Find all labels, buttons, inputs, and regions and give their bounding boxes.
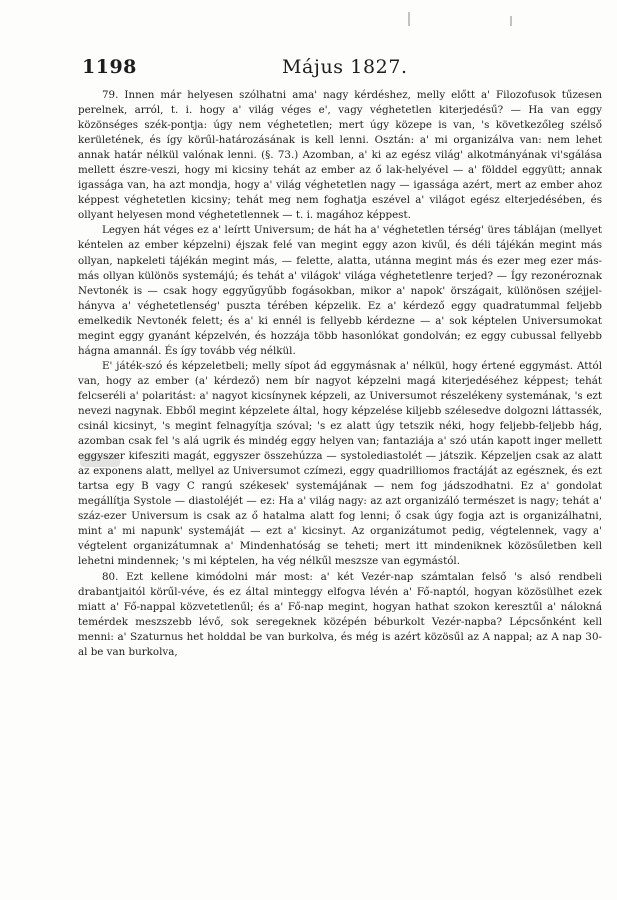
ink-blot [80, 455, 120, 467]
paragraph-80: 80. Ezt kellene kimódolni már most: a' két Vezér-nap számtalan felső 's alsó rendbeli drabantjaitól körűl-véve, és ez által minteggy elfogva lévén a' Fő-naptól, hogyan közösülhet ezek miatt a' Fő-nappal közvetetlenűl; és a' Fő-nap megint, hogyan hathat szokon keresztűl a' nálokná temérdek meszszebb lévő, sok seregeknek középén béburkolt Vezér-napba? Lépcsőnként kell menni: a' Szaturnus het holddal be van burkolva, és még is azért közösűl az A nappal; az A nap 30-al be van burkolva, [78, 570, 602, 658]
body-text [78, 88, 602, 660]
page-header [82, 56, 602, 80]
scan-mark [408, 12, 410, 26]
page-number: 1198 [82, 56, 137, 78]
paragraph-jatek-szo: E' játék-szó és képzeletbeli; melly sípot ád eggymásnak a' nélkül, hogy értené eggymást. Attól van, hogy az ember (a' kérdező) nem bír nagyot képzelni magá kiterjedéséhez képpest; tehát felcseréli a' polaritást: a' nagyot kicsínynek képzeli, az Universumot részelékeny systemának, 's ezt nevezi nagynak. Ebből megint képzelete által, hogy képzelése kiljebb szélesedve dolgozni láttassék, csinál kicsinyt, 's megint felnagyítja szóval; 's ez alatt úgy tetszik néki, hogy feljebb-feljebb hág, azomban csak fel 's alá ugrik és mindég eggy helyen van; fantaziája a' szó után kapott inger mellett eggyszer kifesziti magát, eggyszer összehúzza — systolediastolét — játszik. Képzeljen csak az alatt az exponens alatt, mellyel az Universumot czímezi, eggy quadrilliomos fractáját az egésznek, és ezt tartsa egy B vagy C rangú székesek' systemájának — nem fog jádszodhatni. Ez a' gondolat megállítja Systole — diastoléjét — ez: Ha a' világ nagy: az azt organizáló természet is nagy; tehát a' száz-ezer Universum is csak az ő hatalma alatt fog lenni; ő csak úgy fogja azt is organizálhatni, mint a' mi napunk' systemáját — ezt a' kicsinyt. Az organizátumot pedig, végtelennek, vagy a' végtelent organizátumnak a' Mindenhatóság se teheti; mert itt mindeniknek közösűletben kell lehetni mindennek; 's mi képtelen, ha vég nélkűl meszsze van egymástól. [78, 359, 602, 568]
scan-mark [510, 16, 512, 26]
paragraph-universum: Legyen hát véges ez a' leírtt Universum; de hát ha a' véghetetlen térség' üres táblájan (mellyet kéntelen az ember képzelni) éjszak felé van megint eggy azon kivűl, és déli tájékán megint más ollyan, napkeleti tájékán megint más, — felette, alatta, utánna megint más és ezer meg ezer más-más ollyan különös systemájú; és tehát a' világok' világa véghetetlenre terjed? — Így rezonéroznak Nevtonék is — csak hogy eggyűgyűbb fogásokban, mikor a' napok' örszágait, különösen széjjel-hányva a' véghetetlenség' puszta térében képzelik. Ez a' kérdező eggy quadratummal feljebb emelkedik Nevtonék felett; és a' ki ennél is fellyebb kérdezne — a' sok képtelen Universumokat megint eggy gyanánt képzelvén, és hozzája több hasonlókat gondolván; ez eggy cubussal fellyebb hágna amannál. És így tovább vég nélkül. [78, 224, 602, 357]
running-head: Május 1827. [282, 56, 408, 78]
paragraph-79: 79. Innen már helyesen szólhatni ama' nagy kérdéshez, melly előtt a' Filozofusok tűzesen perelnek, arról, t. i. hogy a' világ véges e', vagy véghetetlen kiterjedésű? — Ha van eggy közönséges szék-pontja: úgy nem véghetetlen; mert úgy közepe is van, 's következőleg szélső kerületének, és így körűl-határozásának is kell lenni. Osztán: a' mi organizálva van: nem lehet annak határ nélkül valónak lenni. (§. 73.) Azomban, a' ki az egész világ' alkotmányának vi'sgálása mellett észre-veszi, hogy mi kicsiny tehát az ember az ő lak-helyével — a' földdel eggyütt; annak igassága van, ha azt mondja, hogy a' világ véghetetlen nagy — igassága azért, mert az ember ahoz képpest véghetetlen kicsiny; tehát meg nem foghatja eszével a' világot egész elterjedésében, és ollyant helyesen mond véghetetlennek — t. i. magához képpest. [78, 89, 602, 222]
